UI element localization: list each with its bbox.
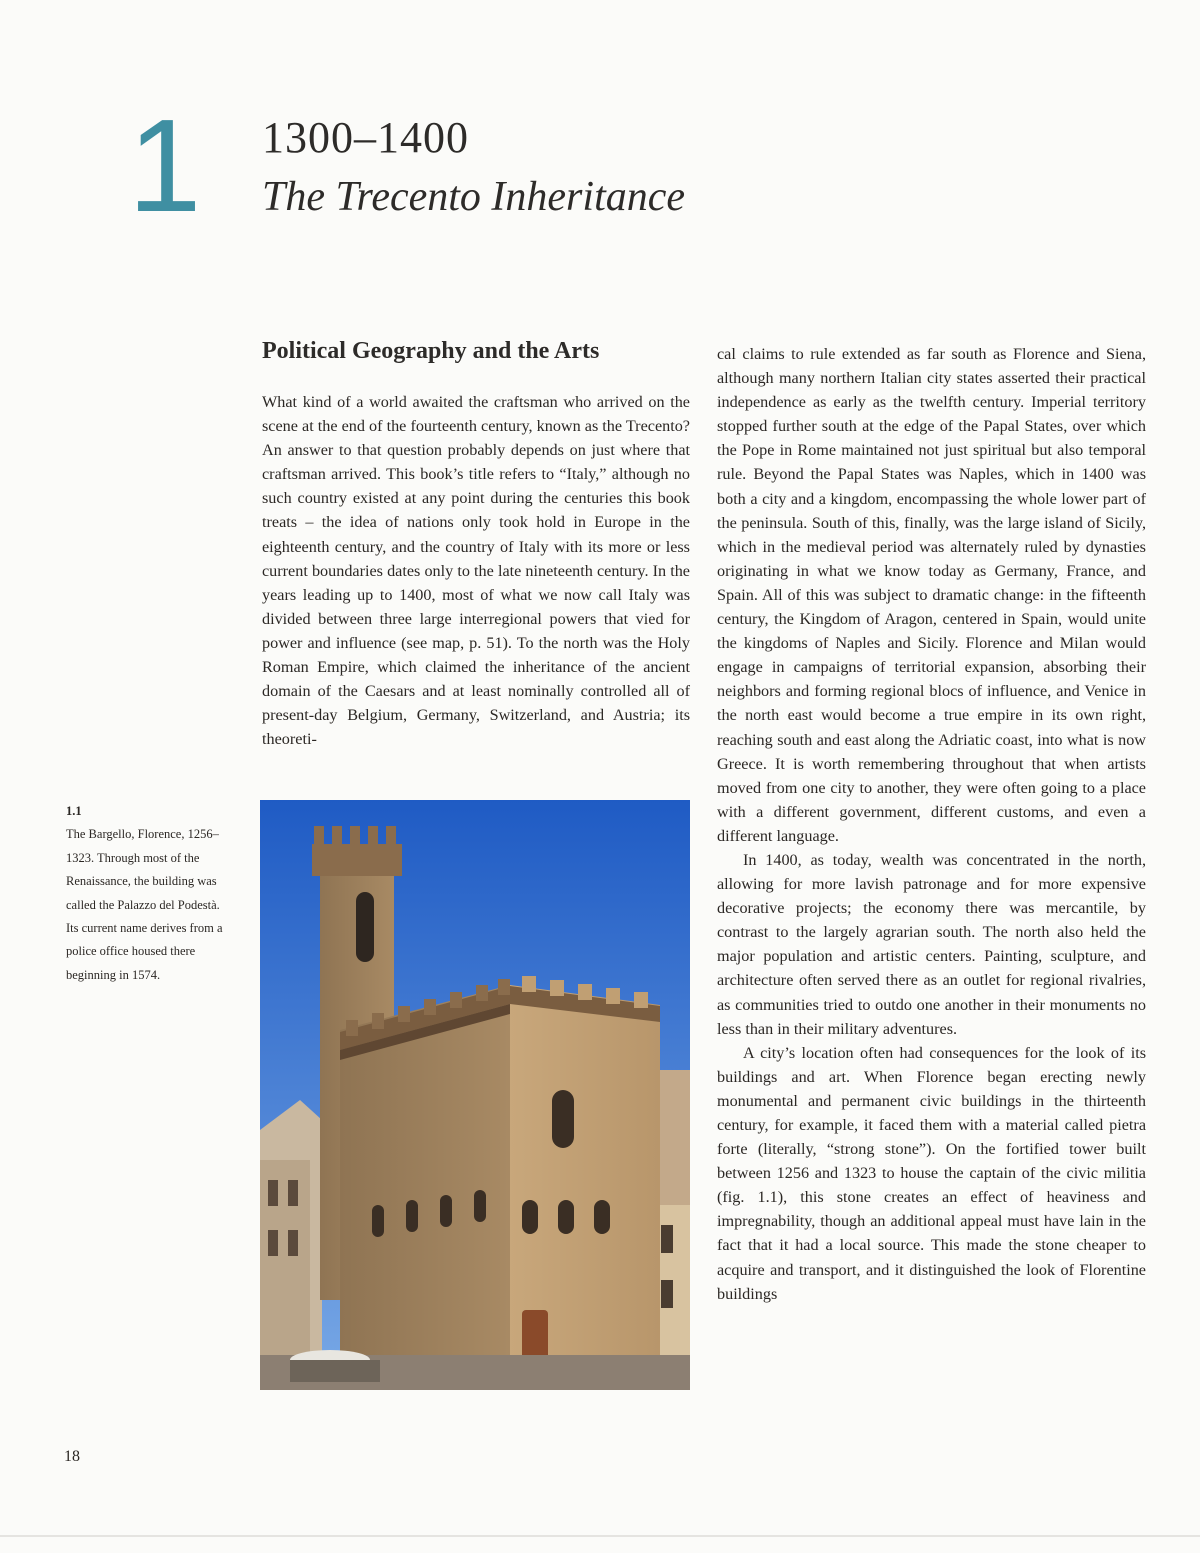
body-paragraph: In 1400, as today, wealth was concentrated in the north, allowing for more lavish patronage and for more expensive decorative projects; the economy there was mercantile, by contrast to the largely agrarian south. The north also held the major population and artistic centers. Painting, sculpture, and architecture often served there as an outlet for regional rivalries, as communities tried to outdo one another in their monuments no less than in their military adventures. <box>717 850 1146 1038</box>
figure-caption <box>66 800 234 987</box>
body-paragraph: A city’s location often had consequences for the look of its buildings and art. When Florence began erecting newly monumental and permanent civic buildings in the thirteenth century, for example, it faced them with a material called pietra forte (literally, “strong stone”). On the fortified tower built between 1256 and 1323 to house the captain of the civic militia (fig. 1.1), this stone creates an effect of heaviness and impregnability, though an additional appeal must have lain in the fact that it had a local source. This made the stone cheaper to acquire and transport, and it distinguished the look of Florentine buildings <box>717 1043 1146 1303</box>
body-column-right <box>717 342 1146 1306</box>
chapter-number: 1 <box>128 92 202 239</box>
bargello-photo <box>260 800 690 1390</box>
page-number: 18 <box>64 1448 80 1465</box>
body-paragraph: cal claims to rule extended as far south as Florence and Siena, although many northern Italian city states asserted their practical independence as early as the twelfth century. Imperial territory stopped further south at the edge of the Papal States, over which the Pope in Rome maintained not just spiritual but also temporal rule. Beyond the Papal States was Naples, which in 1400 was both a city and a kingdom, encompassing the whole lower part of the peninsula. South of this, finally, was the large island of Sicily, which in the medieval period was alternately ruled by dynasties originating in what we know today as Germany, France, and Spain. All of this was subject to dramatic change: in the fifteenth century, the Kingdom of Aragon, centered in Spain, would unite the kingdoms of Naples and Sicily. Florence and Milan would engage in campaigns of territorial expansion, absorbing their neighbors and forming regional blocs of influence, and Venice in the north east would become a true empire in its own right, reaching south and east along the Adriatic coast, into what is now Greece. It is worth remembering throughout that when artists moved from one city to another, they were often going to a place with a different government, different customs, and even a different language. <box>717 345 1146 845</box>
figure-caption-text: The Bargello, Florence, 1256–1323. Through most of the Renaissance, the building was called the Palazzo del Podestà. Its current name derives from a police office housed there beginning in 1574. <box>66 827 223 982</box>
body-paragraph: What kind of a world awaited the craftsman who arrived on the scene at the end of the fourteenth century, known as the Trecento? An answer to that question probably depends on just where that craftsman arrived. This book’s title refers to “Italy,” although no such country existed at any point during the centuries this book treats – the idea of nations only took hold in Europe in the eighteenth century, and the country of Italy with its more or less current boundaries dates only to the late nineteenth century. In the years leading up to 1400, most of what we now call Italy was divided between three large interregional powers that vied for power and influence (see map, p. 51). To the north was the Holy Roman Empire, which claimed the inheritance of the ancient domain of the Caesars and at least nominally controlled all of present-day Belgium, Germany, Switzerland, and Austria; its theoreti- <box>262 393 690 749</box>
figure-number: 1.1 <box>66 804 82 818</box>
chapter-title: The Trecento Inheritance <box>262 174 686 220</box>
body-column-left <box>262 390 690 751</box>
bottom-rule <box>0 1535 1200 1537</box>
section-heading: Political Geography and the Arts <box>262 338 600 364</box>
chapter-years: 1300–1400 <box>262 113 469 162</box>
